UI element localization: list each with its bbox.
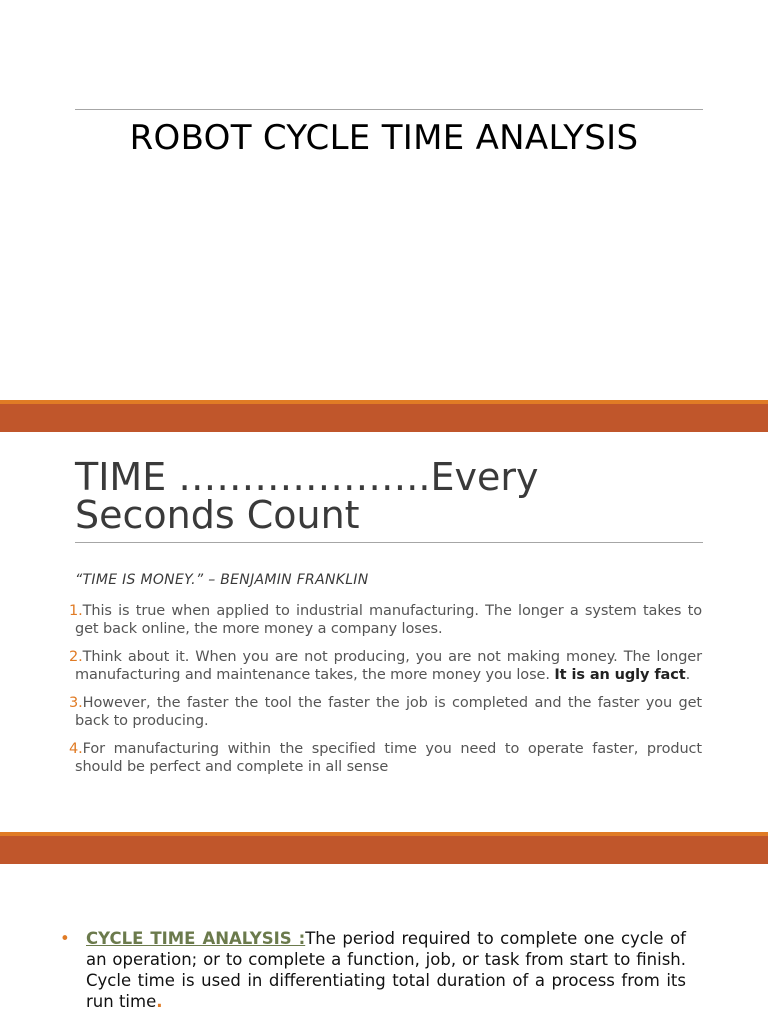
list-item [69, 740, 702, 776]
heading-line-2: Seconds Count [75, 493, 360, 537]
separator-bar [0, 404, 768, 432]
defined-term: CYCLE TIME ANALYSIS : [86, 929, 306, 948]
list-item [69, 602, 702, 638]
slide-title [0, 0, 768, 400]
list-item-suffix: . [685, 667, 691, 683]
list-item [69, 694, 702, 730]
heading-line-1: TIME ………………..Every [75, 455, 539, 499]
slide-title-text: ROBOT CYCLE TIME ANALYSIS [129, 118, 639, 158]
separator-bar [0, 836, 768, 864]
heading-divider [75, 542, 703, 543]
list-item-text: However, the faster the tool the faster the job is completed and the faster you get back to producing. [75, 695, 702, 729]
definition-text: The period required to complete one cycle of an operation; or to complete a function, job, or task from start to finish. Cycle time is used in differentiating total duration of a process from its run time [86, 929, 686, 1011]
title-divider [75, 109, 703, 110]
list-item-text: Think about it. When you are not producing, you are not making money. The longer manufacturing and maintenance takes, the more money you lose. [75, 649, 702, 683]
list-number: 1. [69, 603, 83, 619]
list-item-text: For manufacturing within the specified time you need to operate faster, product should be perfect and complete in all sense [75, 741, 702, 775]
definition-text-block [86, 928, 686, 1012]
quote-text: “TIME IS MONEY.” – BENJAMIN FRANKLIN [75, 572, 369, 588]
list-number: 4. [69, 741, 83, 757]
list-number: 3. [69, 695, 83, 711]
list-number: 2. [69, 649, 83, 665]
bullet-icon: • [60, 929, 70, 948]
emphasis-text: It is an ugly fact [554, 667, 686, 683]
slide-separator [0, 400, 768, 432]
slide-time-every-second [0, 432, 768, 832]
numbered-list [69, 602, 702, 786]
list-item-text: This is true when applied to industrial manufacturing. The longer a system takes to get back online, the more money a company loses. [75, 603, 702, 637]
list-item [69, 648, 702, 684]
end-mark: . [156, 992, 163, 1011]
slide-cycle-time-definition [0, 864, 768, 1024]
slide-separator [0, 832, 768, 864]
slide-heading [75, 455, 703, 537]
